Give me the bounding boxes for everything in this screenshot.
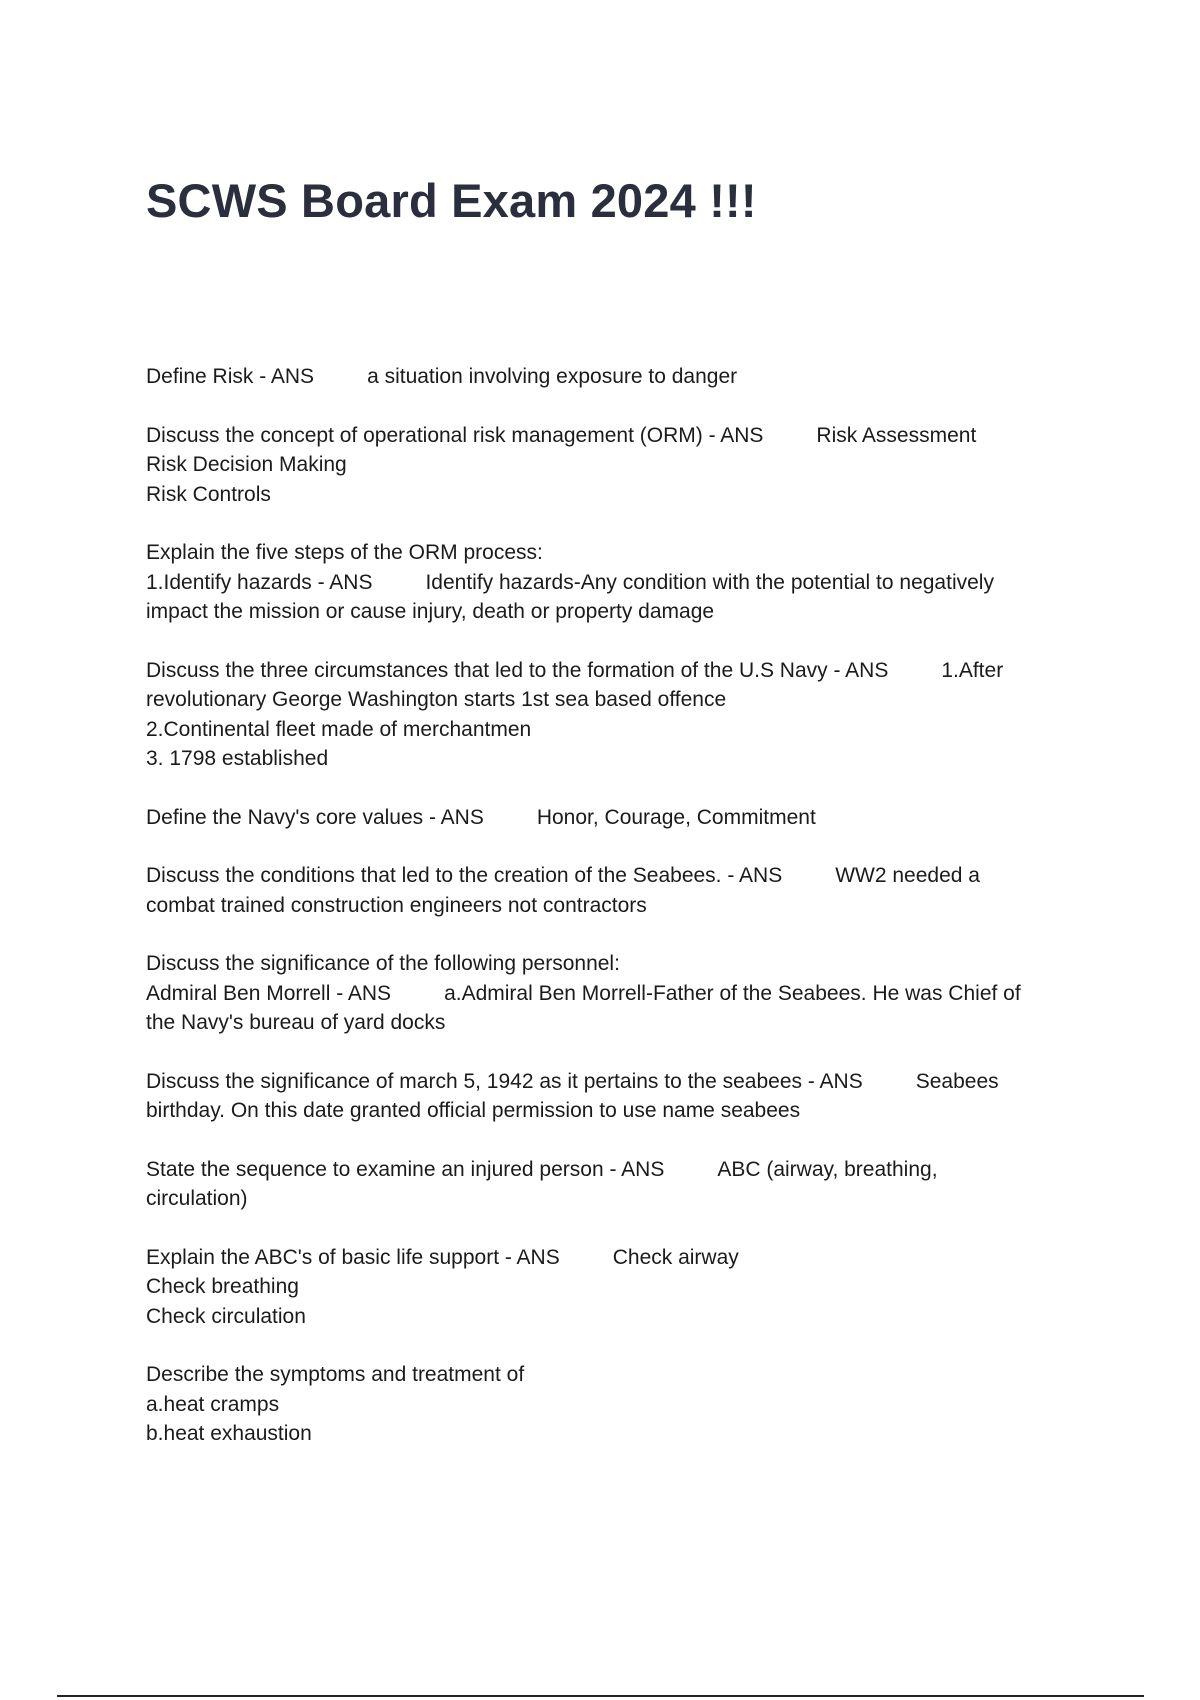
qa-item-seabees-birthday	[146, 1067, 1086, 1126]
qa-line	[146, 1155, 1086, 1185]
qa-item-orm-steps	[146, 538, 1086, 627]
question-text: 1.Identify hazards - ANS	[146, 570, 373, 594]
question-line: b.heat exhaustion	[146, 1422, 312, 1445]
qa-line	[146, 803, 1086, 833]
qa-item-personnel	[146, 949, 1086, 1038]
question-text: State the sequence to examine an injured person - ANS	[146, 1157, 665, 1181]
answer-text: 1.After	[941, 658, 1004, 682]
qa-item-seabees-creation	[146, 861, 1086, 920]
qa-line	[146, 861, 1086, 891]
qa-item-injured-sequence	[146, 1155, 1086, 1214]
question-intro: Describe the symptoms and treatment of	[146, 1363, 525, 1386]
answer-text: a.Admiral Ben Morrell-Father of the Seabees. He was Chief of	[444, 981, 1021, 1005]
page-title: SCWS Board Exam 2024 !!!	[146, 174, 757, 227]
qa-line	[146, 421, 1086, 451]
qa-item-orm-concept	[146, 421, 1086, 510]
answer-line: the Navy's bureau of yard docks	[146, 1011, 446, 1034]
question-line: a.heat cramps	[146, 1392, 280, 1416]
question-intro: Discuss the significance of the following personnel:	[146, 952, 620, 975]
question-text: Discuss the significance of march 5, 1942 as it pertains to the seabees - ANS	[146, 1069, 863, 1093]
question-text: Define Risk - ANS	[146, 365, 315, 388]
qa-item-abc-life-support	[146, 1243, 1086, 1332]
question-intro: Explain the five steps of the ORM process:	[146, 541, 543, 564]
answer-line: 3. 1798 established	[146, 747, 329, 770]
answer-line: Risk Controls	[146, 482, 271, 506]
question-text: Discuss the conditions that led to the creation of the Seabees. - ANS	[146, 864, 783, 887]
qa-item-heat-injuries	[146, 1360, 1086, 1449]
qa-list	[146, 362, 1086, 1478]
answer-line: Check breathing	[146, 1275, 299, 1298]
answer-line: impact the mission or cause injury, death or property damage	[146, 600, 715, 623]
answer-line: 2.Continental fleet made of merchantmen	[146, 717, 532, 741]
question-text: Explain the ABC's of basic life support - ANS	[146, 1245, 560, 1269]
question-text: Admiral Ben Morrell - ANS	[146, 981, 392, 1005]
qa-item-core-values	[146, 803, 1086, 833]
answer-text: Seabees	[915, 1069, 999, 1093]
question-text: Discuss the concept of operational risk management (ORM) - ANS	[146, 423, 764, 447]
answer-text: ABC (airway, breathing,	[717, 1157, 938, 1181]
answer-text: Honor, Courage, Commitment	[536, 805, 816, 829]
answer-line: Check circulation	[146, 1304, 306, 1328]
answer-text: Risk Assessment	[816, 423, 977, 447]
answer-text: Check airway	[612, 1245, 739, 1269]
qa-item-navy-formation	[146, 656, 1086, 774]
answer-text: WW2 needed a	[835, 864, 980, 887]
question-text: Discuss the three circumstances that led to the formation of the U.S Navy - ANS	[146, 658, 889, 682]
answer-text: a situation involving exposure to danger	[367, 365, 738, 388]
question-text: Define the Navy's core values - ANS	[146, 805, 484, 829]
answer-line: revolutionary George Washington starts 1st sea based offence	[146, 688, 727, 711]
answer-line: birthday. On this date granted official permission to use name seabees	[146, 1099, 801, 1122]
qa-line	[146, 656, 1086, 686]
footer-divider	[57, 1695, 1144, 1697]
qa-line	[146, 362, 1086, 392]
answer-line: circulation)	[146, 1187, 248, 1210]
qa-item-define-risk	[146, 362, 1086, 392]
qa-line	[146, 1243, 1086, 1273]
qa-line	[146, 979, 1086, 1009]
answer-line: Risk Decision Making	[146, 453, 347, 476]
qa-line	[146, 1067, 1086, 1097]
qa-line	[146, 568, 1086, 598]
answer-text: Identify hazards-Any condition with the potential to negatively	[425, 570, 994, 594]
answer-line: combat trained construction engineers not contractors	[146, 893, 647, 917]
